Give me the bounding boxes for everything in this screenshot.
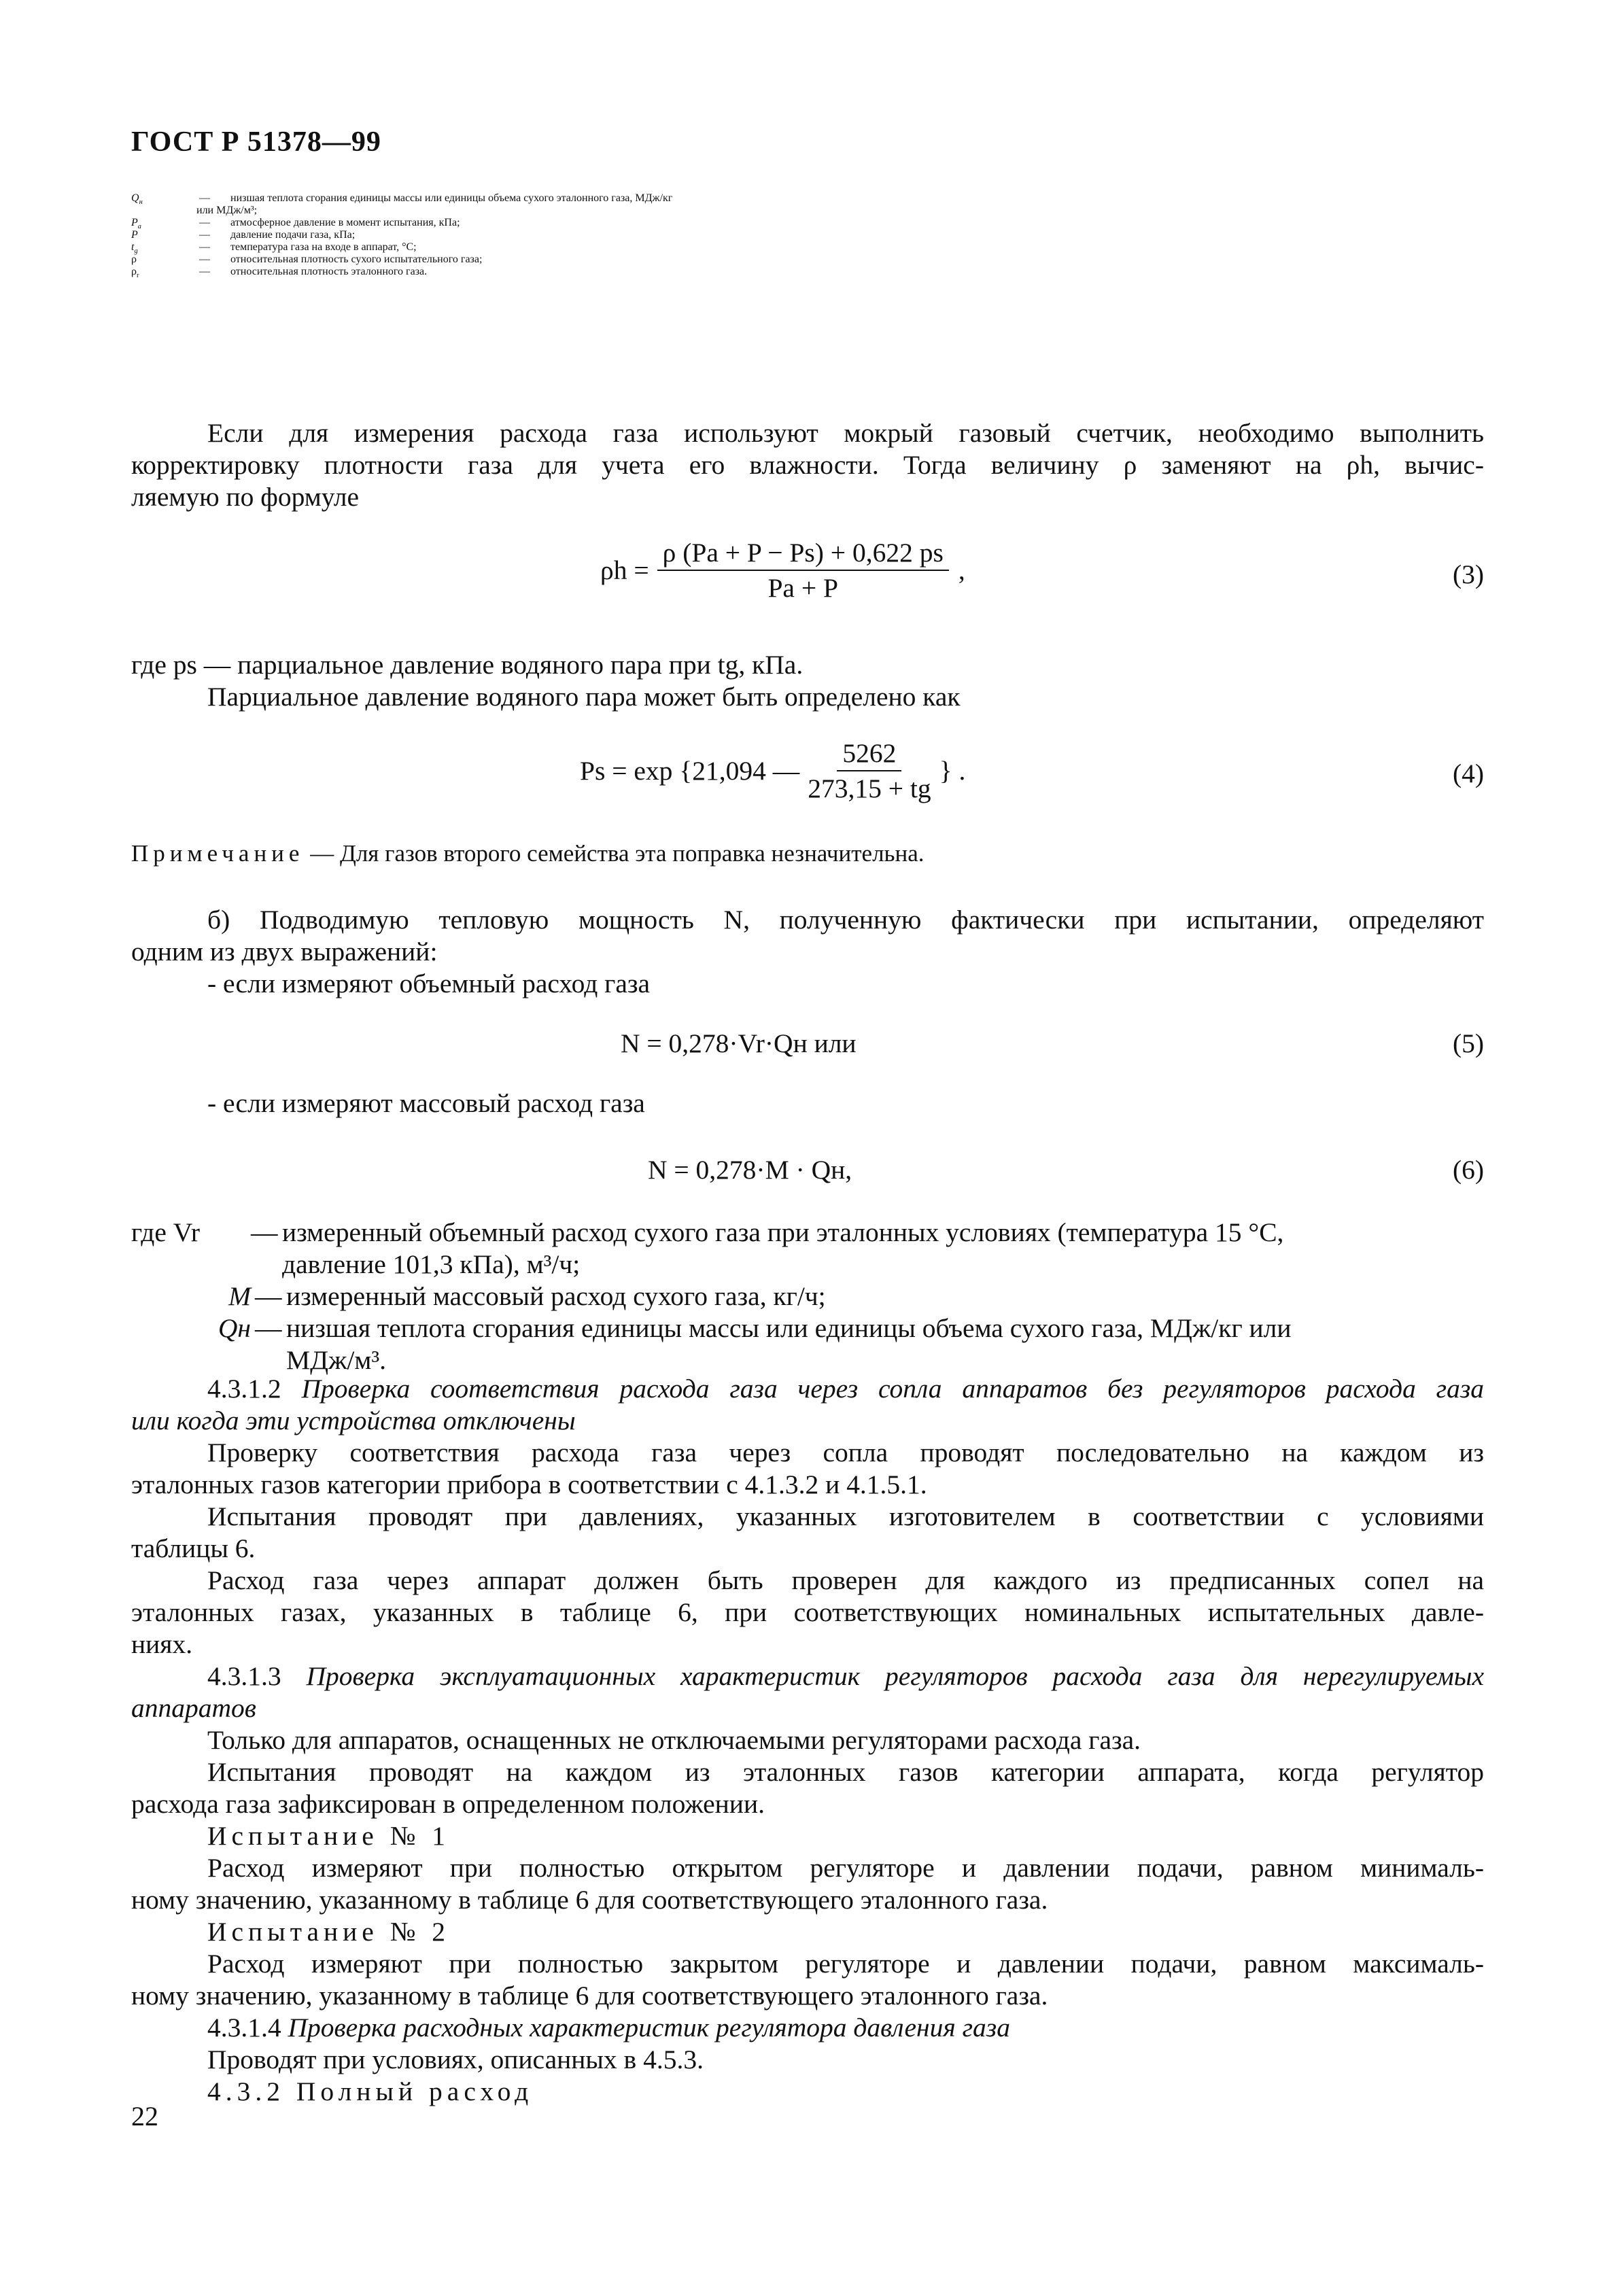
definition-text: температура газа на входе в аппарат, °С; xyxy=(230,241,417,253)
body-text xyxy=(131,1088,1484,1119)
list-item: - если измеряют объемный расход газа xyxy=(207,969,651,998)
paragraph-line: Проверку соответствия расхода газа через сопла проводят последовательно на каждом из xyxy=(207,1438,1484,1467)
definition-text: давление подачи газа, кПа; xyxy=(230,229,356,241)
paragraph-line: Расход газа через аппарат должен быть проверен для каждого из предписанных сопел на xyxy=(207,1565,1484,1595)
definition-pa: $P_a$ — атмосферное давление в момент испытания, кПа; xyxy=(131,217,460,231)
definition-rho: ρ — относительная плотность сухого испытательного газа; xyxy=(131,254,483,265)
symbol-definitions-bottom xyxy=(131,1217,1484,1376)
list-item: - если измеряют массовый расход газа xyxy=(207,1088,645,1118)
definition-text: низшая теплота сгорания единицы массы или единицы объема сухого газа, МДж/кг или xyxy=(286,1313,1292,1343)
paragraph-line: эталонных газах, указанных в таблице 6, при соответствующих номинальных испытательных давле- xyxy=(131,1597,1484,1627)
paragraph-line: ному значению, указанному в таблице 6 для соответствующего эталонного газа. xyxy=(131,1981,1048,2011)
definition-text: измеренный массовый расход сухого газа, кг/ч; xyxy=(286,1281,826,1311)
paragraph-line: ляемую по формуле xyxy=(131,482,360,512)
definition-continuation: или МДж/м³; xyxy=(196,205,258,216)
test-2-heading: Испытание № 2 xyxy=(207,1917,451,1947)
paragraph-line: Только для аппаратов, оснащенных не отключаемыми регуляторами расхода газа. xyxy=(207,1725,1141,1755)
paragraph-line: Если для измерения расхода газа используют мокрый газовый счетчик, необходимо выполнить xyxy=(207,418,1484,448)
numerator: ρ (Pa + P − Ps) + 0,622 ps xyxy=(657,537,949,571)
symbol: P xyxy=(131,229,138,241)
paragraph-line: Проводят при условиях, описанных в 4.5.3. xyxy=(207,2045,704,2074)
note-label: Примечание xyxy=(131,840,305,867)
definition-rho-r: $\rho_r$ — относительная плотность эталонного газа. xyxy=(131,266,428,280)
note-text: — Для газов второго семейства эта поправка незначительна. xyxy=(304,840,925,867)
denominator: Pa + P xyxy=(767,573,838,603)
definition-text: относительная плотность эталонного газа. xyxy=(230,266,428,277)
section-4312-title-cont: или когда эти устройства отключены xyxy=(131,1406,576,1436)
definition-continuation: давление 101,3 кПа), м³/ч; xyxy=(282,1249,581,1279)
test-1-heading: Испытание № 1 xyxy=(207,1821,451,1851)
equation-body: N = 0,278·M · Qн, xyxy=(648,1155,852,1185)
section-432-title: 4.3.2 Полный расход xyxy=(207,2076,534,2106)
symbol: M xyxy=(228,1281,251,1311)
equation-lhs: ρh = xyxy=(600,555,649,585)
where-ps: где ps — парциальное давление водяного пара при tg, кПа. xyxy=(131,650,804,680)
definition-vr: где Vr — измеренный объемный расход сухого газа при эталонных условиях (температура 15 °С, xyxy=(131,1217,1284,1247)
symbol: Qн xyxy=(218,1313,251,1343)
body-text xyxy=(131,904,1484,1000)
document-page: ГОСТ Р 51378—99 $Q_н$ — низшая теплота сгорания единицы массы или единицы объема сухого эталонного газа, МДж/кг или МДж/м³; $P_a$ — атмосферное давление в момент испытания, кПа; P — давление подачи газа, кПа; $t_g$ — температура газа на входе в аппарат, °С; ρ — относительная плотность сухого испытательного газа; $\rho_r$ — относительная плотность эталонного газа. Если для измерения расхода газа используют мокрый газовый счетчик, необходимо выполнить корректировку плотности газа для учета его влажности. Тогда величину ρ заменяют на ρh, вычис- ляемую по формуле ρh = $\frac{\rho (Pa + P - Ps) + 0,622 ps}{Pa + P}$ , (3) где ps — парциальное давление водяного пара при tg, кПа. Парциальное давление водяного пара может быть определено как Ps = exp {21,094 — $\frac{5262}{273,15 + tg}$ } . (4) Примечание — Для газов второго семейства эта поправка незначительна. б) Подводимую тепловую мощность N, полученную фактически при испытании, определяют одним из двух выражений: - если измеряют объемный расход газа N = 0,278·Vr·Qн или (5) - если измеряют массовый расход газа N = 0,278·M · Qн, (6) где Vr — измеренный объемный расход сухого газа при эталонных условиях (температура 15 °С, давление 101,3 кПа), м³/ч; M — измеренный массовый расход сухого газа, кг/ч; Qн — низшая теплота сгорания единицы массы или единицы объема сухого газа, МДж/кг или МДж/м³. 4.3.1.2 Проверка соответствия расхода газа через сопла аппаратов без регуляторов расхода газа или когда эти устройства отключены Проверку соответствия расхода газа через сопла проводят последовательно на каждом из эталонных газов категории прибора в соответствии с 4.1.3.2 и 4.1.5.1. Испытания проводят при давлениях, указанных изготовителем в соответствии с условиями таблицы 6. Расход газа через аппарат должен быть проверен для каждого из предписанных сопел на эталонных газах, указанных в таблице 6, при соответствующих номинальных испытательных давле- ниях. 4.3.1.3 Проверка эксплуатационных характеристик регуляторов расхода газа для нерегулируемых аппаратов Только для аппаратов, оснащенных не отключаемыми регуляторами расхода газа. Испытания проводят на каждом из эталонных газов категории аппарата, когда регулятор расхода газа зафиксирован в определенном положении. Испытание № 1 Расход измеряют при полностью открытом регуляторе и давлении подачи, равном минималь- ному значению, указанному в таблице 6 для соответствующего эталонного газа. Испытание № 2 Расход измеряют при полностью закрытом регуляторе и давлении подачи, равном максималь- ному значению, указанному в таблице 6 для соответствующего эталонного газа. 4.3.1.4 Проверка расходных характеристик регулятора давления газа Проводят при условиях, описанных в 4.5.3. 4.3.2 Полный расход 22 xyxy=(131,126,1485,2132)
definition-m: M — измеренный массовый расход сухого газа, кг/ч; xyxy=(131,1281,1484,1312)
page-number: 22 xyxy=(131,2101,158,2132)
paragraph-line: Парциальное давление водяного пара может быть определено как xyxy=(207,682,961,712)
section-4312-title: 4.3.1.2 Проверка соответствия расхода газа через сопла аппаратов без регуляторов расхода газа xyxy=(207,1374,1485,1404)
paragraph-line: ниях. xyxy=(131,1629,193,1659)
equation-body: N = 0,278·Vr·Qн или xyxy=(621,1028,857,1058)
symbol: $\rho_r$ xyxy=(131,266,139,280)
paragraph-line: Испытания проводят при давлениях, указанных изготовителем в соответствии с условиями xyxy=(207,1501,1484,1531)
equation-fraction xyxy=(808,737,931,804)
body-text xyxy=(131,649,1484,713)
definition-text: атмосферное давление в момент испытания, кПа; xyxy=(230,217,460,228)
section-4313-title-cont: аппаратов xyxy=(131,1693,256,1723)
symbol: $Q_н$ xyxy=(131,192,143,207)
paragraph-line: эталонных газов категории прибора в соответствии с 4.1.3.2 и 4.1.5.1. xyxy=(131,1469,927,1499)
equation-lhs: Ps = exp {21,094 — xyxy=(580,756,800,786)
note xyxy=(131,837,1484,869)
paragraph-line: Расход измеряют при полностью закрытом регуляторе и давлении подачи, равном максималь- xyxy=(207,1949,1484,1979)
symbol: $P_a$ xyxy=(131,217,141,231)
symbol: $t_g$ xyxy=(131,241,138,256)
equation-number: (5) xyxy=(1452,1028,1484,1058)
numerator: 5262 xyxy=(837,737,901,771)
equation-fraction xyxy=(657,537,949,604)
paragraph-line: одним из двух выражений: xyxy=(131,937,438,967)
equation-number: (6) xyxy=(1452,1155,1484,1185)
definition-continuation: МДж/м³. xyxy=(286,1345,387,1375)
definition-p: P — давление подачи газа, кПа; xyxy=(131,229,356,241)
paragraph-line: Расход измеряют при полностью открытом регуляторе и давлении подачи, равном минималь- xyxy=(207,1853,1484,1883)
paragraph-line: расхода газа зафиксирован в определенном положении. xyxy=(131,1789,765,1819)
paragraph-line: б) Подводимую тепловую мощность N, полученную фактически при испытании, определяют xyxy=(207,905,1484,935)
definition-text: низшая теплота сгорания единицы массы или единицы объема сухого эталонного газа, МДж/кг xyxy=(230,192,673,204)
paragraph-line: ному значению, указанному в таблице 6 для соответствующего эталонного газа. xyxy=(131,1885,1048,1915)
definition-text: относительная плотность сухого испытательного газа; xyxy=(230,254,483,265)
denominator: 273,15 + tg xyxy=(808,773,931,803)
definition-qn-2: Qн — низшая теплота сгорания единицы массы или единицы объема сухого газа, МДж/кг или xyxy=(131,1312,1484,1344)
document-header: ГОСТ Р 51378—99 xyxy=(131,126,381,158)
paragraph-line: корректировку плотности газа для учета его влажности. Тогда величину ρ заменяют на ρh, вычис- xyxy=(131,450,1484,480)
section-4314-title: 4.3.1.4 Проверка расходных характеристик регулятора давления газа xyxy=(207,2013,1010,2042)
paragraph-line: таблицы 6. xyxy=(131,1533,256,1563)
definition-qn: $Q_н$ — низшая теплота сгорания единицы массы или единицы объема сухого эталонного газа, МДж/кг xyxy=(131,192,673,207)
paragraph-line: Испытания проводят на каждом из эталонных газов категории аппарата, когда регулятор xyxy=(207,1757,1484,1787)
equation-number: (3) xyxy=(1452,559,1484,589)
definition-tg: $t_g$ — температура газа на входе в аппарат, °С; xyxy=(131,241,417,256)
equation-number: (4) xyxy=(1452,759,1484,788)
body-text xyxy=(131,417,1484,513)
sections xyxy=(131,1373,1484,2108)
symbol: ρ xyxy=(131,254,137,265)
symbol: где Vr xyxy=(131,1217,201,1247)
symbol-definitions-top xyxy=(131,192,1484,278)
section-4313-title: 4.3.1.3 Проверка эксплуатационных характеристик регуляторов расхода газа для нерегулируемых xyxy=(207,1661,1484,1691)
definition-text: измеренный объемный расход сухого газа при эталонных условиях (температура 15 °С, xyxy=(282,1217,1284,1247)
